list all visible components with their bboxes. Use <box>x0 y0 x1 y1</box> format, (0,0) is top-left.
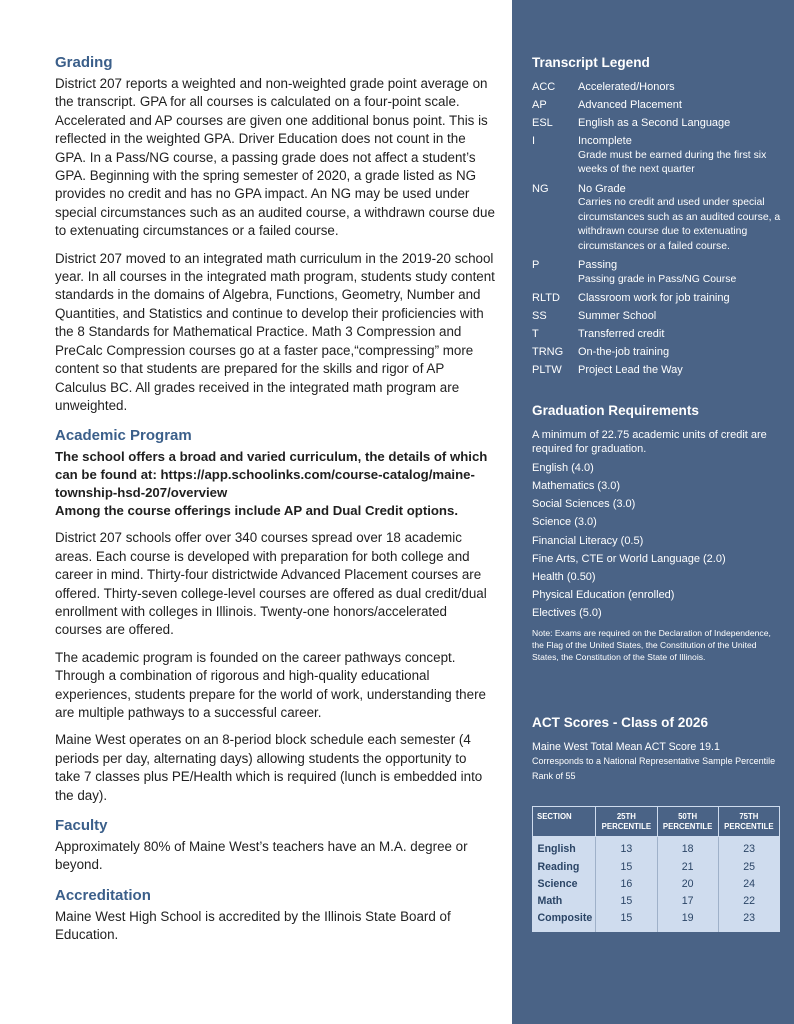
act-column-header: 25TH PERCENTILE <box>596 807 657 837</box>
legend-item <box>532 327 782 342</box>
legend-item <box>532 363 782 378</box>
legend-item <box>532 80 782 95</box>
legend-item <box>532 291 782 306</box>
legend-description <box>578 80 782 95</box>
main-content <box>55 54 495 954</box>
graduation-list <box>532 461 782 621</box>
legend-subtext: Carries no credit and used under special circumstances such as an audited course, a withdrawn course due to extenuating circumstances or a failed course. <box>578 197 781 252</box>
act-mean-score: Maine West Total Mean ACT Score 19.1 <box>532 741 720 754</box>
graduation-requirement: English (4.0) <box>532 461 594 474</box>
act-scores-table <box>532 806 780 932</box>
legend-code: SS <box>532 309 547 322</box>
act-score-cell: 16 <box>596 876 657 893</box>
faculty-heading: Faculty <box>55 817 108 834</box>
act-table-row <box>533 910 780 932</box>
legend-description-text: Summer School <box>578 309 657 322</box>
academic-bold-2: Among the course offerings include AP and Dual Credit options. <box>55 503 458 519</box>
act-section-name: Composite <box>537 912 593 925</box>
graduation-requirement: Mathematics (3.0) <box>532 479 621 492</box>
legend-description-text: Transferred credit <box>578 327 665 340</box>
legend-code: P <box>532 259 540 272</box>
graduation-requirement: Electives (5.0) <box>532 607 602 620</box>
act-score-cell: 22 <box>718 893 779 910</box>
legend-item <box>532 98 782 113</box>
legend-description-text: Passing <box>578 259 618 272</box>
act-score-cell: 23 <box>718 910 779 932</box>
faculty-paragraph: Approximately 80% of Maine West’s teachers have an M.A. degree or beyond. <box>55 839 468 873</box>
legend-code: NG <box>532 182 549 195</box>
legend-description <box>578 116 782 131</box>
sidebar <box>512 0 794 1024</box>
graduation-requirement: Health (0.50) <box>532 570 596 583</box>
act-table-row <box>533 876 780 893</box>
legend-code: I <box>532 135 536 148</box>
legend-code: PLTW <box>532 364 562 377</box>
legend-code: ACC <box>532 81 556 93</box>
act-score-cell: 19 <box>657 910 718 932</box>
act-score-cell: 15 <box>596 910 657 932</box>
legend-list <box>532 80 782 378</box>
legend-code: T <box>532 327 539 340</box>
legend-description <box>578 98 782 113</box>
graduation-heading: Graduation Requirements <box>532 402 699 418</box>
act-score-cell: 13 <box>596 837 657 859</box>
legend-code: TRNG <box>532 346 564 358</box>
legend-description <box>578 291 782 306</box>
legend-item <box>532 116 782 131</box>
act-score-cell: 25 <box>718 859 779 876</box>
legend-description-text: English as a Second Language <box>578 117 731 130</box>
act-column-header: SECTION <box>533 807 596 837</box>
grading-paragraph-1: District 207 reports a weighted and non-weighted grade point average on the transcript. GPA for all courses is calculated on a four-point scale. Accelerated and AP courses are given one additional bonus point. This is reflected in the weighted GPA. Driver Education does not count in the GPA. In a Pass/NG course, a passing grade does not affect a student’s GPA. Beginning with the spring semester of 2020, a grade listed as NG provides no credit and has no GPA impact. An NG may be used under special circumstances such as an audited course, a withdrawn course due to extenuating circumstances or a failed course. <box>55 76 495 239</box>
graduation-requirement: Social Sciences (3.0) <box>532 498 636 511</box>
grading-heading: Grading <box>55 54 113 71</box>
act-table-row <box>533 859 780 876</box>
legend-item <box>532 182 782 255</box>
act-score-cell: 15 <box>596 893 657 910</box>
legend-heading: Transcript Legend <box>532 55 650 70</box>
legend-subtext: Passing grade in Pass/NG Course <box>578 273 737 285</box>
legend-code: AP <box>532 99 547 112</box>
legend-item <box>532 345 782 360</box>
act-table-row <box>533 837 780 859</box>
act-column-header: 50TH PERCENTILE <box>657 807 718 837</box>
act-score-cell: 20 <box>657 876 718 893</box>
graduation-requirement: Physical Education (enrolled) <box>532 589 675 602</box>
graduation-requirement: Financial Literacy (0.5) <box>532 534 644 547</box>
act-score-cell: 15 <box>596 859 657 876</box>
legend-description-text: Accelerated/Honors <box>578 81 675 93</box>
legend-description-text: Project Lead the Way <box>578 364 683 377</box>
act-score-cell: 23 <box>718 837 779 859</box>
act-table-body <box>533 837 780 932</box>
legend-code: RLTD <box>532 291 560 304</box>
legend-item <box>532 309 782 324</box>
act-heading: ACT Scores - Class of 2026 <box>532 715 709 731</box>
act-section-name: Math <box>537 895 563 908</box>
graduation-requirement: Science (3.0) <box>532 516 597 529</box>
legend-description <box>578 309 782 324</box>
legend-subtext: Grade must be earned during the first six weeks of the next quarter <box>578 149 767 176</box>
legend-description-text: Classroom work for job training <box>578 291 730 304</box>
graduation-requirement: Fine Arts, CTE or World Language (2.0) <box>532 552 726 565</box>
legend-description-text: On-the-job training <box>578 346 670 358</box>
legend-description <box>578 134 782 178</box>
act-score-cell: 17 <box>657 893 718 910</box>
act-score-cell: 18 <box>657 837 718 859</box>
accreditation-paragraph: Maine West High School is accredited by the Illinois State Board of Education. <box>55 908 451 943</box>
academic-paragraph-3: Maine West operates on an 8-period block schedule each semester (4 periods per day, alternating days) allowing students the opportunity to take 7 classes plus PE/Health which is required (lunch is embedded into the day). <box>55 732 483 803</box>
act-section-name: Science <box>537 877 578 890</box>
legend-description <box>578 345 782 360</box>
accreditation-heading: Accreditation <box>55 886 151 904</box>
legend-description <box>578 327 782 342</box>
legend-description-text: No Grade <box>578 182 626 195</box>
legend-description <box>578 182 782 255</box>
act-column-header: 75TH PERCENTILE <box>718 807 779 837</box>
graduation-intro: A minimum of 22.75 academic units of credit are required for graduation. <box>532 428 767 456</box>
act-score-cell: 24 <box>718 876 779 893</box>
legend-description-text: Advanced Placement <box>578 99 682 112</box>
grading-paragraph-2: District 207 moved to an integrated math curriculum in the 2019-20 school year. In all courses in the integrated math program, students study content standards in the domains of Algebra, Functions, Geometry, Number and Quantities, and Statistics and continue to develop their proficiencies with the 8 Standards for Mathematical Practice. Math 3 Compression and PreCalc Compression courses go at a faster pace,“compressing” more content so that students are prepared for the skills and rigor of AP Calculus BC. All grades received in the integrated math program are unweighted. <box>55 250 495 413</box>
act-table-header-row <box>533 807 780 837</box>
act-section-name: English <box>537 843 576 856</box>
act-section-name: Reading <box>537 860 580 873</box>
legend-description <box>578 363 782 378</box>
legend-item <box>532 134 782 178</box>
academic-bold-1: The school offers a broad and varied curriculum, the details of which can be found at: https://app.schoolinks.com/course-catalog/maine-township-hsd-207/overview <box>55 449 488 501</box>
academic-paragraph-1: District 207 schools offer over 340 courses spread over 18 academic areas. Each course is developed with preparation for both college and career in mind. Thirty-four districtwide Advanced Placement courses are offered. Thirty-seven college-level courses are offered as dual credit/dual enrollment with colleges in Illinois. Twenty-one honors/accelerated courses are offered. <box>55 530 487 638</box>
act-table-row <box>533 893 780 910</box>
graduation-note: Note: Exams are required on the Declaration of Independence, the Flag of the United States, the Constitution of the United States, the Constitution of the State of Illinois. <box>532 627 771 663</box>
legend-code: ESL <box>532 117 553 130</box>
legend-description-text: Incomplete <box>578 135 632 148</box>
academic-heading: Academic Program <box>55 427 192 445</box>
legend-item <box>532 258 782 287</box>
act-percentile-rank: Corresponds to a National Representative Sample Percentile Rank of 55 <box>532 756 776 782</box>
academic-paragraph-2: The academic program is founded on the career pathways concept. Through a combination of rigorous and high-quality educational experiences, students prepare for the world of work, understanding there are multiple pathways to a successful career. <box>55 649 486 720</box>
legend-description <box>578 258 782 287</box>
act-score-cell: 21 <box>657 859 718 876</box>
